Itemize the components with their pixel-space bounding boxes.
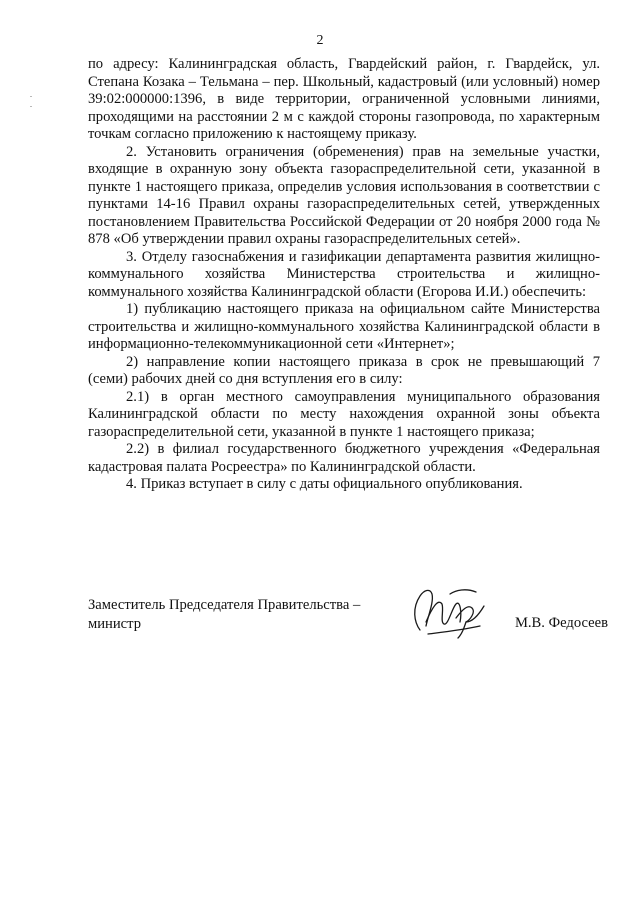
- list-item-3-2: 2) направление копии настоящего приказа в срок не превышающий 7 (семи) рабочих дней со дня вступления его в силу:: [88, 353, 600, 387]
- list-item-3-2-1: 2.1) в орган местного самоуправления муниципального образования Калининградской области по месту нахождения охранной зоны объекта газораспределительной сети, указанной в пункте 1 настоящего приказа;: [88, 388, 600, 440]
- document-body: [88, 56, 600, 494]
- list-item-3-2-2: 2.2) в филиал государственного бюджетного учреждения «Федеральная кадастровая палата Росреестра» по Калининградской области.: [88, 441, 600, 475]
- scan-speck: [30, 106, 32, 107]
- paragraph-2: 2. Установить ограничения (обременения) прав на земельные участки, входящие в охранную зону объекта газораспределительной сети, указанной в пункте 1 настоящего приказа, определив условия использования в соответствии с пунктами 14-16 Правил охраны газораспределительных сетей, утвержденных постановлением Правительства Российской Федерации от 20 ноября 2000 года № 878 «Об утверждении правил охраны газораспределительных сетей».: [88, 143, 600, 247]
- scan-speck: [30, 96, 32, 97]
- paragraph-intro: по адресу: Калининградская область, Гвардейский район, г. Гвардейск, ул. Степана Козака – Тельмана – пер. Школьный, кадастровый (или условный) номер 39:02:000000:1396, в виде территории, ограниченной условными линиями, проходящими на расстоянии 2 м с каждой стороны газопровода, по характерным точкам согласно приложению к настоящему приказу.: [88, 56, 600, 142]
- signatory-name: М.В. Федосеев: [514, 615, 608, 631]
- paragraph-3: 3. Отделу газоснабжения и газификации департамента развития жилищно-коммунального хозяйства Министерства строительства и жилищно-коммунального хозяйства Калининградской области (Егорова И.И.) обеспечить:: [88, 248, 600, 300]
- signatory-title-line-1: Заместитель Председателя Правительства –: [88, 597, 361, 613]
- list-item-3-1: 1) публикацию настоящего приказа на официальном сайте Министерства строительства и жилищно-коммунального хозяйства Калининградской области в информационно-телекоммуникационной сети «Интернет»;: [88, 301, 600, 352]
- handwritten-signature: [406, 582, 492, 642]
- page-number: 2: [316, 33, 324, 48]
- signatory-title-line-2: министр: [88, 616, 141, 632]
- signature-block: [88, 596, 608, 656]
- paragraph-4: 4. Приказ вступает в силу с даты официального опубликования.: [126, 476, 523, 492]
- signatory-title: [88, 596, 388, 634]
